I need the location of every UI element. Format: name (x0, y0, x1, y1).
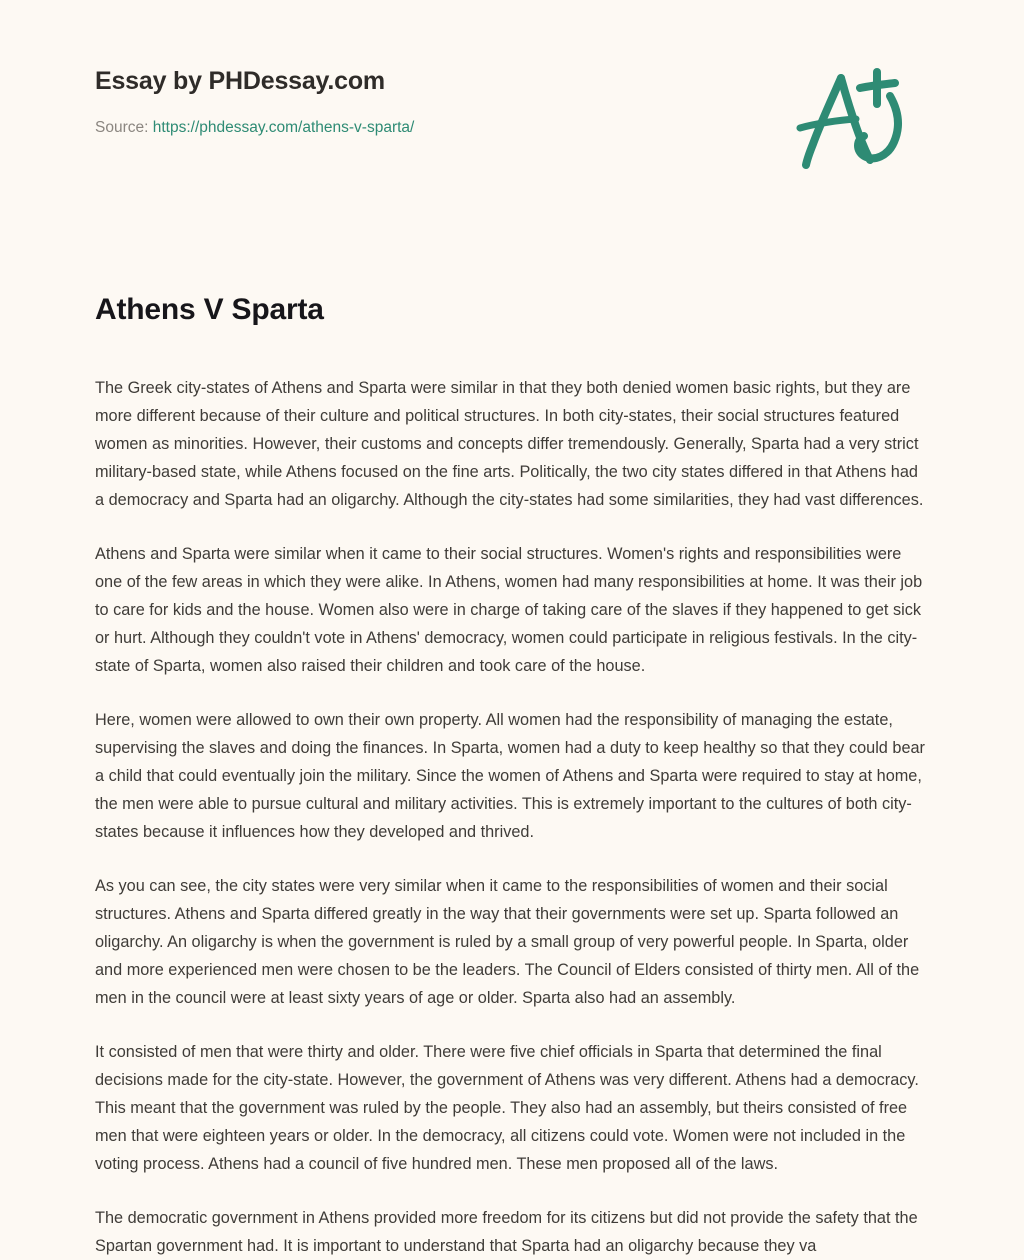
paragraph: The democratic government in Athens provided more freedom for its citizens but did not provide the safety that the Spartan government had. It is important to understand that Sparta had an oligarchy because they va (95, 1209, 918, 1256)
a-plus-logo-icon (794, 66, 914, 174)
paragraph: It consisted of men that were thirty and older. There were five chief officials in Sparta that determined the final decisions made for the city-state. However, the government of Athens was very different. Athens had a democracy. This meant that the government was ruled by the people. They also had an assembly, but theirs consisted of free men that were eighteen years or older. In the democracy, all citizens could vote. Women were not included in the voting process. Athens had a council of five hundred men. These men proposed all of the laws. (95, 1043, 919, 1174)
paragraph: The Greek city-states of Athens and Sparta were similar in that they both denied women basic rights, but they are more different because of their culture and political structures. In both city-states, their social structures featured women as minorities. However, their customs and concepts differ tremendously. Generally, Sparta had a very strict military-based state, while Athens focused on the fine arts. Politically, the two city states differed in that Athens had a democracy and Sparta had an oligarchy. Although the city-states had some similarities, they had vast differences. (95, 379, 924, 510)
source-url-link[interactable]: https://phdessay.com/athens-v-sparta/ (152, 119, 415, 136)
paragraph: Here, women were allowed to own their own property. All women had the responsibility of managing the estate, supervising the slaves and doing the finances. In Sparta, women had a duty to keep healthy so that they could bear a child that could eventually join the military. Since the women of Athens and Sparta were required to stay at home, the men were able to pursue cultural and military activities. This is extremely important to the cultures of both city-states because it influences how they developed and thrived. (95, 711, 925, 842)
paragraph: As you can see, the city states were very similar when it came to the responsibilities of women and their social structures. Athens and Sparta differed greatly in the way that their governments were set up. Sparta followed an oligarchy. An oligarchy is when the government is ruled by a small group of very powerful people. In Sparta, older and more experienced men were chosen to be the leaders. The Council of Elders consisted of thirty men. All of the men in the council were at least sixty years of age or older. Sparta also had an assembly. (95, 877, 920, 1008)
header-text-block (95, 62, 414, 138)
article-container (0, 292, 1024, 1260)
a-plus-logo (784, 66, 914, 176)
brand-title: Essay by PHDessay.com (95, 67, 385, 95)
document-header (0, 0, 1024, 176)
source-label: Source: (95, 119, 149, 136)
article-body (95, 374, 929, 1260)
paragraph: Athens and Sparta were similar when it came to their social structures. Women's rights and responsibilities were one of the few areas in which they were alike. In Athens, women had many responsibilities at home. It was their job to care for kids and the house. Women also were in charge of taking care of the slaves if they happened to get sick or hurt. Although they couldn't vote in Athens' democracy, women could participate in religious festivals. In the city-state of Sparta, women also raised their children and took care of the house. (95, 545, 923, 676)
source-line (95, 118, 414, 138)
page-title: Athens V Sparta (95, 293, 324, 326)
